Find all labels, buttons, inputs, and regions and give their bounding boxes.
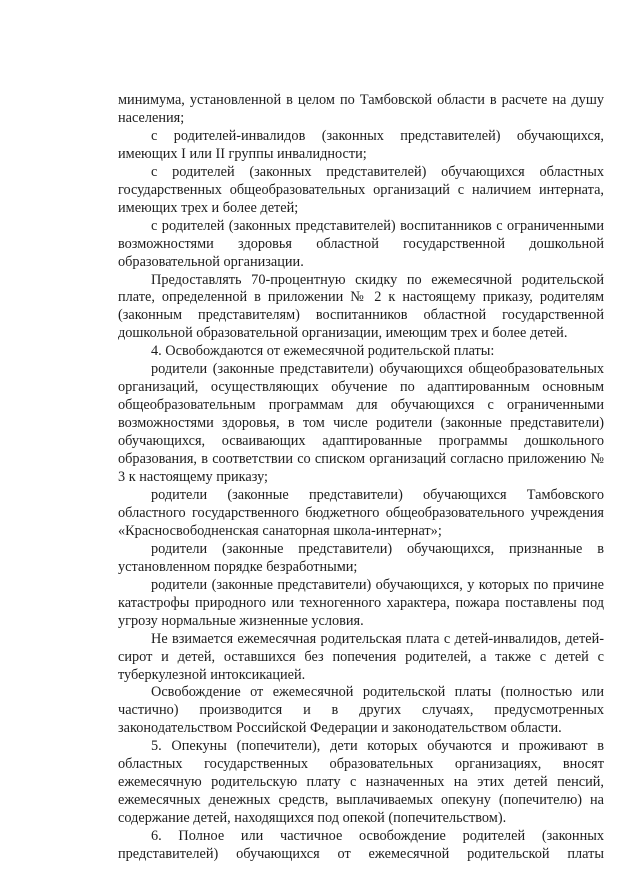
section-4-heading: 4. Освобождаются от ежемесячной родительской платы: <box>151 343 495 360</box>
paragraph-income-minimum: минимума, установленной в целом по Тамбовской области в расчете на душу населения; <box>118 92 604 126</box>
paragraph-adapted-programs: родители (законные представители) обучающихся общеобразовательных организаций, осуществляющих обучение по адаптированным основным общеобразовательным программам для обучающихся с ограниченными возможностями здоровья, в том числе родители (законные представители) обучающихся, осваивающих адаптированные программы дошкольного образования, в соответствии со списком организаций согласно приложению № 3 к настоящему приказу; <box>118 361 604 486</box>
paragraph-boarding-large-families: с родителей (законных представителей) обучающихся областных государственных общеобразовательных организаций с наличием интерната, имеющих трех и более детей; <box>118 163 604 216</box>
paragraph-disaster: родители (законные представители) обучающихся, у которых по причине катастрофы природного или техногенного характера, пожара поставлены под угрозу нормальные жизненные условия. <box>118 576 604 629</box>
paragraph-other-cases: Освобождение от ежемесячной родительской платы (полностью или частично) производится и в других случаях, предусмотренных законодательством Российской Федерации и законодательством области. <box>118 684 604 737</box>
section-5-guardians: 5. Опекуны (попечители), дети которых обучаются и проживают в областных государственных образовательных организациях, вносят ежемесячную родительскую плату с назначенных на этих детей пенсий, ежемесячных денежных средств, выплачиваемых опекуну (попечителю) на содержание детей, находящихся под опекой (попечительством). <box>118 738 604 827</box>
document-page <box>118 92 604 864</box>
paragraph-70-percent-discount: Предоставлять 70-процентную скидку по ежемесячной родительской плате, определенной в приложении № 2 к настоящему приказу, родителям (законным представителям) воспитанников областной государственной дошкольной образовательной организации, имеющим трех и более детей. <box>118 271 604 342</box>
paragraph-preschool-disabilities: с родителей (законных представителей) воспитанников с ограниченными возможностями здоровья областной государственной дошкольной образовательной организации. <box>118 217 604 270</box>
paragraph-not-charged: Не взимается ежемесячная родительская плата с детей-инвалидов, детей-сирот и детей, оставшихся без попечения родителей, а также с детей с туберкулезной интоксикацией. <box>118 630 604 683</box>
paragraph-unemployed: родители (законные представители) обучающихся, признанные в установленном порядке безработными; <box>118 540 604 575</box>
section-6-exemption: 6. Полное или частичное освобождение родителей (законных представителей) обучающихся от ежемесячной родительской платы <box>118 828 604 863</box>
paragraph-sanatorium-school: родители (законные представители) обучающихся Тамбовского областного государственного бюджетного общеобразовательного учреждения «Красносвободненская санаторная школа-интернат»; <box>118 486 604 539</box>
paragraph-disabled-parents: с родителей-инвалидов (законных представителей) обучающихся, имеющих I или II группы инвалидности; <box>118 127 604 162</box>
